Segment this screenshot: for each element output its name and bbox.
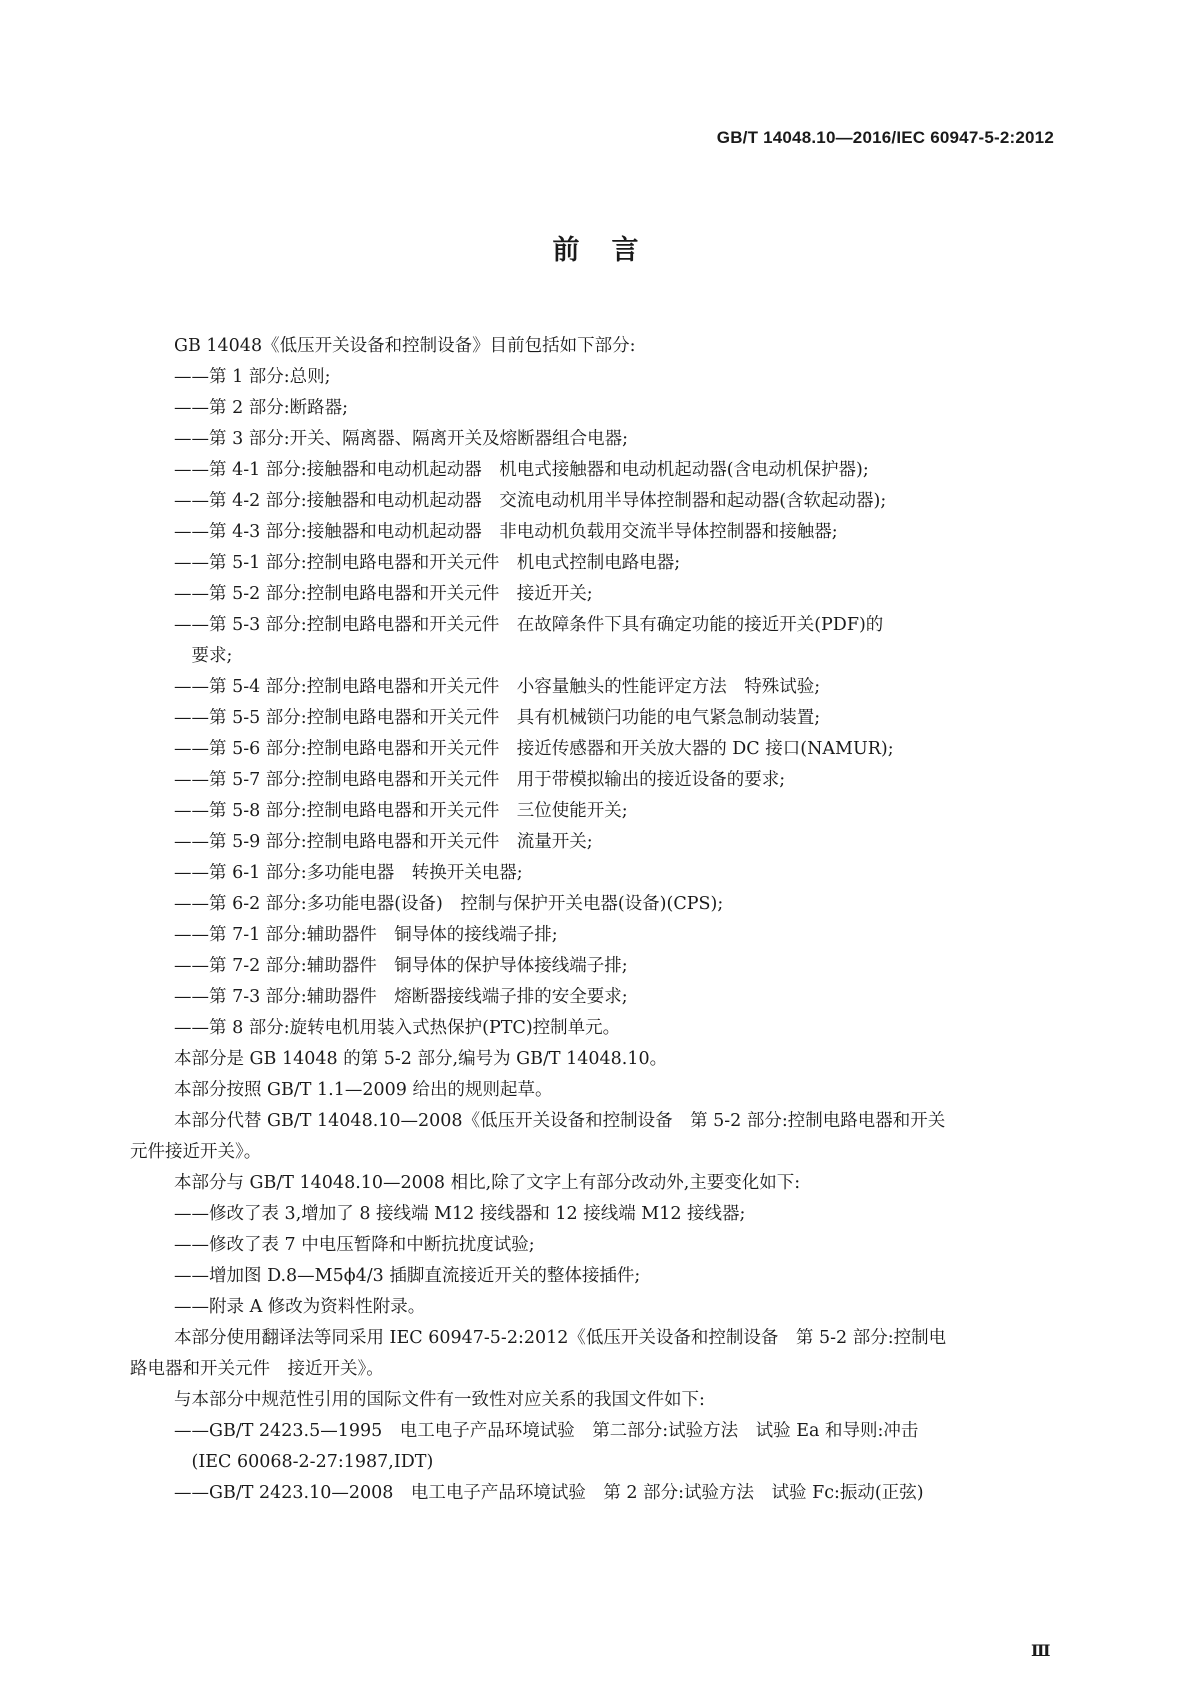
text-line: 元件接近开关》。 [130, 1142, 262, 1162]
text-line: ——第 5-8 部分:控制电路电器和开关元件 三位使能开关; [174, 801, 628, 821]
text-line: ——GB/T 2423.5—1995 电工电子产品环境试验 第二部分:试验方法 试验 Ea 和导则:冲击 [174, 1421, 919, 1441]
text-line: ——第 5-3 部分:控制电路电器和开关元件 在故障条件下具有确定功能的接近开关(PDF)的 [174, 615, 884, 635]
text-line: ——第 1 部分:总则; [174, 367, 331, 387]
text-line: 路电器和开关元件 接近开关》。 [130, 1359, 384, 1379]
text-line: ——第 8 部分:旋转电机用装入式热保护(PTC)控制单元。 [174, 1018, 621, 1038]
text-line: ——第 5-4 部分:控制电路电器和开关元件 小容量触头的性能评定方法 特殊试验; [174, 677, 821, 697]
foreword-body [130, 331, 1060, 1509]
text-line: 本部分使用翻译法等同采用 IEC 60947-5-2:2012《低压开关设备和控制设备 第 5-2 部分:控制电 [174, 1328, 947, 1348]
text-line: ——第 5-7 部分:控制电路电器和开关元件 用于带模拟输出的接近设备的要求; [174, 770, 786, 790]
text-line: 要求; [174, 646, 233, 666]
text-line: 与本部分中规范性引用的国际文件有一致性对应关系的我国文件如下: [174, 1390, 705, 1410]
text-line: ——第 7-1 部分:辅助器件 铜导体的接线端子排; [174, 925, 558, 945]
text-line: 本部分按照 GB/T 1.1—2009 给出的规则起草。 [174, 1080, 553, 1100]
text-line: ——第 4-2 部分:接触器和电动机起动器 交流电动机用半导体控制器和起动器(含软起动器); [174, 491, 887, 511]
text-line: ——第 4-1 部分:接触器和电动机起动器 机电式接触器和电动机起动器(含电动机保护器); [174, 460, 869, 480]
text-line: ——第 3 部分:开关、隔离器、隔离开关及熔断器组合电器; [174, 429, 629, 449]
text-line: ——GB/T 2423.10—2008 电工电子产品环境试验 第 2 部分:试验方法 试验 Fc:振动(正弦) [174, 1483, 924, 1503]
text-line: 本部分与 GB/T 14048.10—2008 相比,除了文字上有部分改动外,主要变化如下: [174, 1173, 801, 1193]
page-number: Ⅲ [1031, 1641, 1051, 1660]
text-line: ——第 7-3 部分:辅助器件 熔断器接线端子排的安全要求; [174, 987, 628, 1007]
text-line: ——第 6-2 部分:多功能电器(设备) 控制与保护开关电器(设备)(CPS); [174, 894, 724, 914]
text-line: ——第 5-5 部分:控制电路电器和开关元件 具有机械锁闩功能的电气紧急制动装置; [174, 708, 821, 728]
text-line: ——第 5-9 部分:控制电路电器和开关元件 流量开关; [174, 832, 593, 852]
text-line: ——附录 A 修改为资料性附录。 [174, 1297, 426, 1317]
text-line: GB 14048《低压开关设备和控制设备》目前包括如下部分: [174, 336, 636, 356]
text-line: ——修改了表 3,增加了 8 接线端 M12 接线器和 12 接线端 M12 接线器; [174, 1204, 746, 1224]
text-line: ——第 7-2 部分:辅助器件 铜导体的保护导体接线端子排; [174, 956, 628, 976]
text-line: ——第 6-1 部分:多功能电器 转换开关电器; [174, 863, 523, 883]
text-line: 本部分代替 GB/T 14048.10—2008《低压开关设备和控制设备 第 5-2 部分:控制电路电器和开关 [174, 1111, 946, 1131]
standard-number-header: GB/T 14048.10—2016/IEC 60947-5-2:2012 [716, 128, 1054, 147]
page-title: 前言 [552, 235, 671, 266]
text-line: ——第 5-1 部分:控制电路电器和开关元件 机电式控制电路电器; [174, 553, 681, 573]
text-line: ——第 5-2 部分:控制电路电器和开关元件 接近开关; [174, 584, 593, 604]
text-line: (IEC 60068-2-27:1987,IDT) [174, 1452, 434, 1472]
text-line: ——第 2 部分:断路器; [174, 398, 349, 418]
text-line: 本部分是 GB 14048 的第 5-2 部分,编号为 GB/T 14048.10。 [174, 1049, 668, 1069]
text-line: ——修改了表 7 中电压暂降和中断抗扰度试验; [174, 1235, 535, 1255]
text-line: ——增加图 D.8—M5ϕ4/3 插脚直流接近开关的整体接插件; [174, 1266, 641, 1286]
text-line: ——第 4-3 部分:接触器和电动机起动器 非电动机负载用交流半导体控制器和接触器; [174, 522, 838, 542]
text-line: ——第 5-6 部分:控制电路电器和开关元件 接近传感器和开关放大器的 DC 接口(NAMUR); [174, 739, 894, 759]
